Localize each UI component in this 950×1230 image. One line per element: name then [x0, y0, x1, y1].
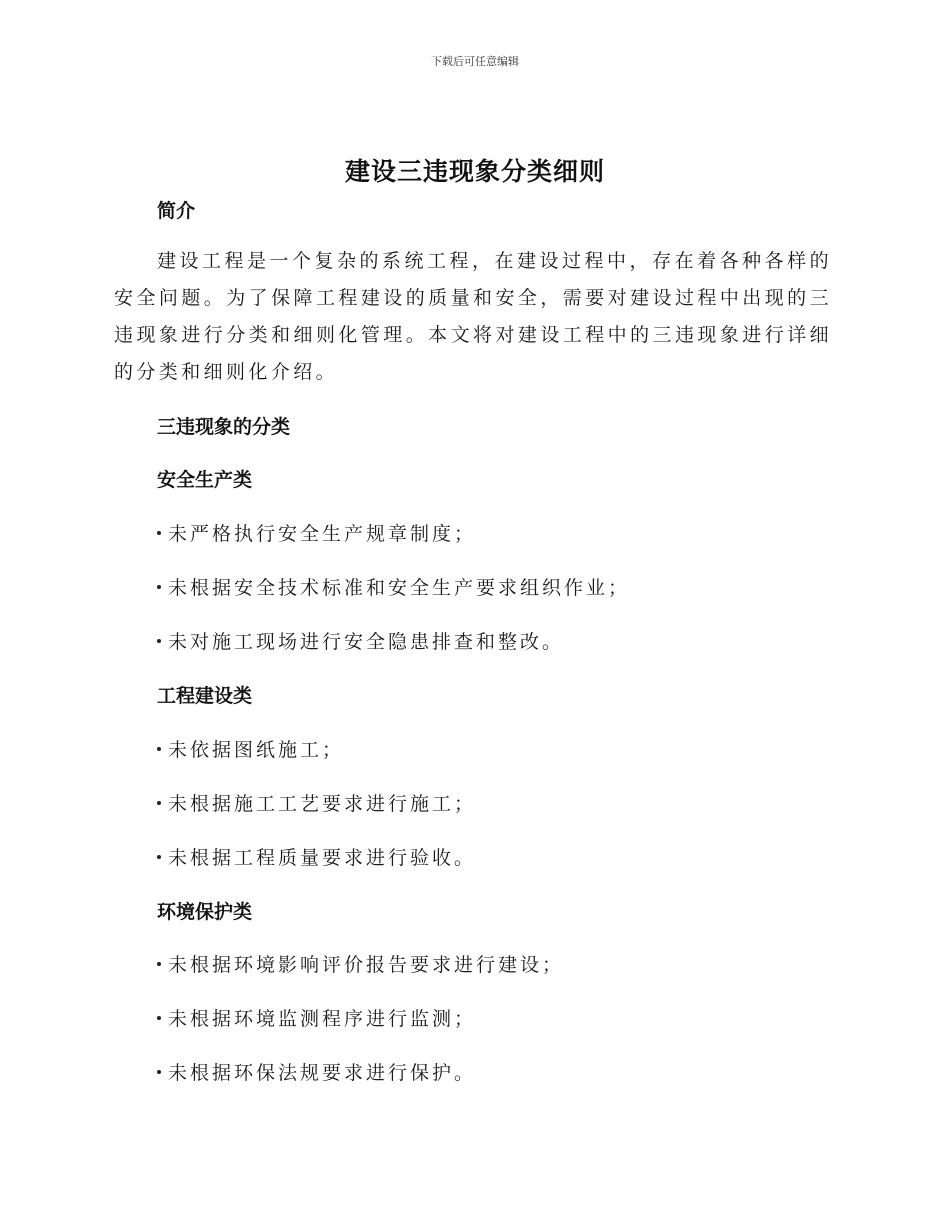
list-item-text: 未根据环境影响评价报告要求进行建设； — [168, 954, 565, 976]
list-item-text: 未对施工现场进行安全隐患排查和整改。 — [168, 631, 565, 653]
page-header: 下载后可任意编辑 — [431, 55, 519, 68]
list-item-text: 未依据图纸施工； — [168, 739, 345, 761]
bullet-icon — [157, 962, 161, 966]
bullet-icon — [157, 1070, 161, 1074]
classification-heading: 三违现象的分类 — [157, 416, 291, 438]
list-item — [157, 843, 476, 870]
bullet-icon — [157, 639, 161, 643]
bullet-icon — [157, 747, 161, 751]
list-item-text: 未根据安全技术标准和安全生产要求组织作业； — [168, 577, 631, 599]
bullet-icon — [157, 585, 161, 589]
list-item — [157, 950, 564, 977]
section-heading-engineering: 工程建设类 — [157, 685, 253, 707]
list-item — [157, 627, 564, 654]
section-heading-environment: 环境保护类 — [157, 901, 253, 923]
list-item — [157, 735, 344, 762]
bullet-icon — [157, 855, 161, 859]
list-item-text: 未根据施工工艺要求进行施工； — [168, 793, 477, 815]
bullet-icon — [157, 531, 161, 535]
document-title: 建设三违现象分类细则 — [344, 157, 605, 186]
bullet-icon — [157, 801, 161, 805]
list-item-text: 未根据工程质量要求进行验收。 — [168, 847, 477, 869]
list-item-text: 未根据环保法规要求进行保护。 — [168, 1062, 477, 1084]
intro-heading: 简介 — [157, 200, 196, 222]
list-item — [157, 1058, 476, 1085]
list-item-text: 未严格执行安全生产规章制度； — [168, 523, 477, 545]
list-item — [157, 789, 476, 816]
list-item-text: 未根据环境监测程序进行监测； — [168, 1008, 477, 1030]
intro-paragraph: 建设工程是一个复杂的系统工程，在建设过程中，存在着各种各样的安全问题。为了保障工程建设的质量和安全，需要对建设过程中出现的三违现象进行分类和细则化管理。本文将对建设工程中的三违现象进行详细的分类和细则化介绍。 — [114, 250, 832, 383]
bullet-icon — [157, 1016, 161, 1020]
list-item — [157, 519, 476, 546]
list-item — [157, 1004, 476, 1031]
section-heading-safety: 安全生产类 — [157, 469, 253, 491]
list-item — [157, 573, 630, 600]
